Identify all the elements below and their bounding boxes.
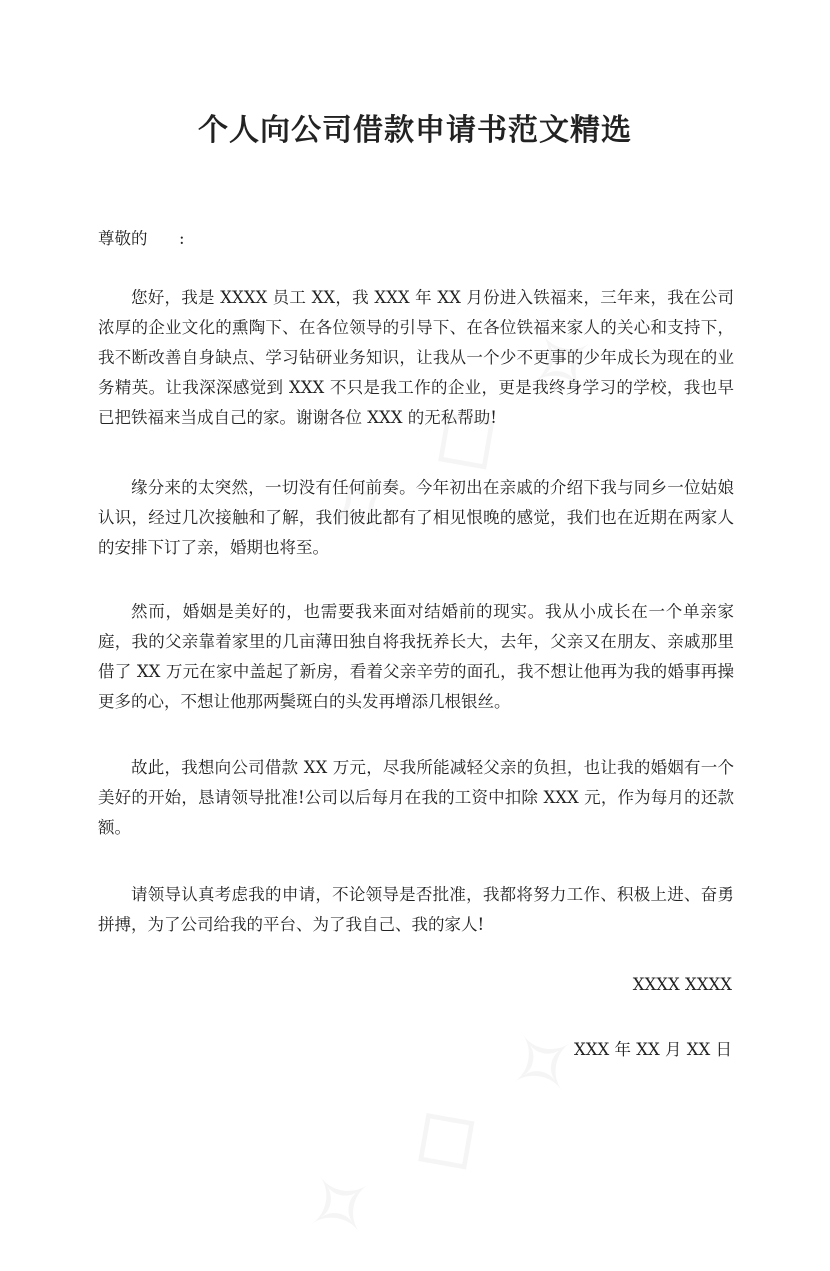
signature: XXXX XXXX xyxy=(632,975,732,994)
paragraph-engagement: 缘分来的太突然，一切没有任何前奏。今年初出在亲戚的介绍下我与同乡一位姑娘认识，经过几次接触和了解，我们彼此都有了相见恨晚的感觉，我们也在近期在两家人的安排下订了亲，婚期也将至。 xyxy=(98,478,734,557)
paragraph-family-situation: 然而，婚姻是美好的，也需要我来面对结婚前的现实。我从小成长在一个单亲家庭，我的父亲靠着家里的几亩薄田独自将我抚养长大，去年，父亲又在朋友、亲戚那里借了 XX 万元在家中盖起了新房，看着父亲辛劳的面孔，我不想让他再为我的婚事再操更多的心，不想让他那两鬓斑白的头发再增添几根银丝。 xyxy=(98,602,734,711)
paragraph-closing: 请领导认真考虑我的申请，不论领导是否批准，我都将努力工作、积极上进、奋勇拼搏，为了公司给我的平台、为了我自己、我的家人! xyxy=(98,885,734,934)
watermark-graphic-bottom xyxy=(280,994,613,1271)
salutation: 尊敬的 : xyxy=(98,229,185,248)
paragraph-loan-request: 故此，我想向公司借款 XX 万元，尽我所能减轻父亲的负担，也让我的婚姻有一个美好的开始，恳请领导批准!公司以后每月在我的工资中扣除 XXX 元，作为每月的还款额。 xyxy=(98,758,734,837)
paragraph-introduction: 您好，我是 XXXX 员工 XX，我 XXX 年 XX 月份进入铁福来，三年来，我在公司浓厚的企业文化的熏陶下、在各位领导的引导下、在各位铁福来家人的关心和支持下，我不断改善自身缺点、学习钻研业务知识，让我从一个少不更事的少年成长为现在的业务精英。让我深深感觉到 XXX 不只是我工作的企业，更是我终身学习的学校，我也早已把铁福来当成自己的家。谢谢各位 XXX 的无私帮助! xyxy=(98,288,734,427)
date-line: XXX 年 XX 月 XX 日 xyxy=(574,1040,732,1059)
page-title: 个人向公司借款申请书范文精选 xyxy=(198,113,632,148)
